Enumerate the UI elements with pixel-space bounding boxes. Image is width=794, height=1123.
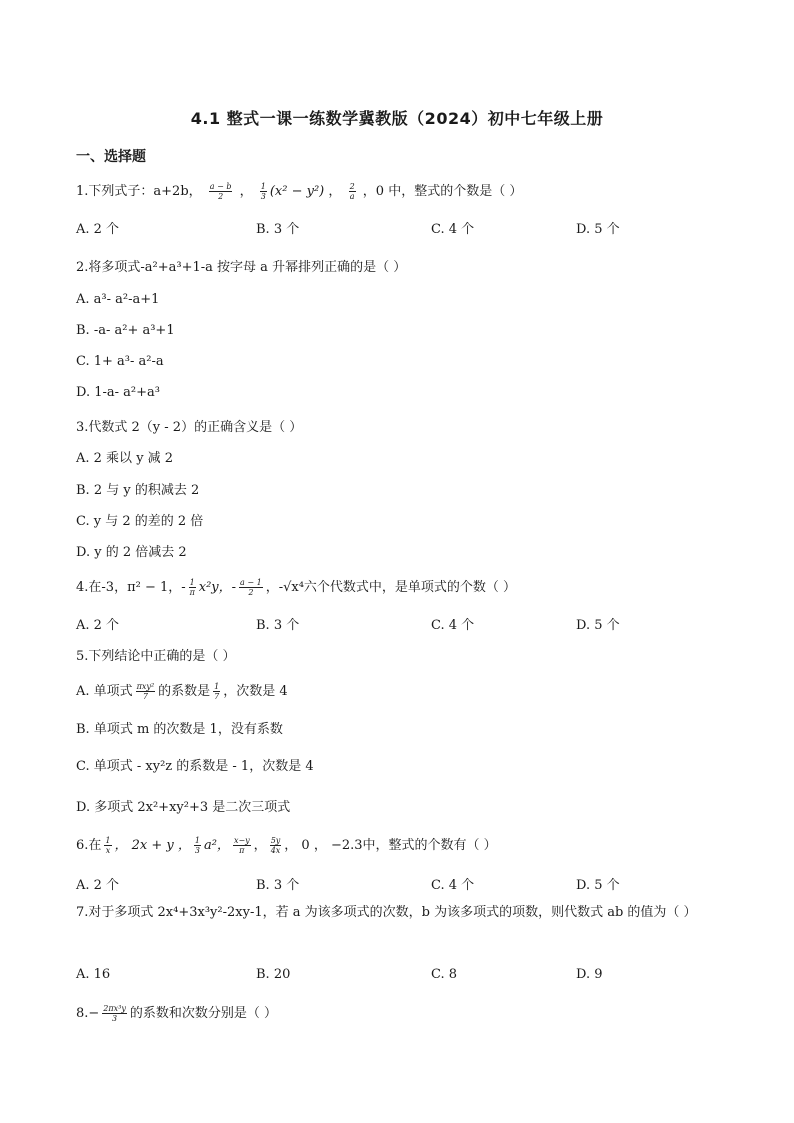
option-b[interactable]: B. 单项式 m 的次数是 1，没有系数 [76,722,283,737]
fraction: $\frac{a - b}{2}$ [209,182,232,201]
option-b[interactable]: B. 3 个 [256,222,300,237]
question-5-stem: 5.下列结论中正确的是（ ） [76,649,236,664]
question-4-options [76,614,726,632]
fraction: $\frac{a - 1}{2}$ [240,578,262,597]
option-c[interactable]: C. 1+ a³- a²-a [76,354,164,369]
option-d[interactable]: D. 5 个 [576,878,620,893]
fraction: $\frac{\text{2πx³y}}{3}$ [103,1004,126,1023]
option-d[interactable]: D. 多项式 2x²+xy²+3 是二次三项式 [76,800,291,815]
option-b[interactable]: B. 20 [256,967,291,982]
option-d[interactable]: D. 1-a- a²+a³ [76,385,160,400]
option-b[interactable]: B. -a- a²+ a³+1 [76,323,175,338]
document-title: 4.1 整式一课一练数学冀教版（2024）初中七年级上册 [190,109,604,128]
option-b[interactable]: B. 3 个 [256,878,300,893]
option-d[interactable]: D. 5 个 [576,222,620,237]
option-a[interactable]: A. 2 个 [76,878,120,893]
question-6-stem: 6.在 $\frac{1}{x}$ ， 2x + y ， $\frac{1}{3}$ a²， $\frac{x-y}{\pi}$ ， $\frac{5y}{4x}$ ， 0 ， −2.3中，整式的个数有（ ） [76,836,497,855]
question-2-stem: 2.将多项式-a²+a³+1-a 按字母 a 升幂排列正确的是（ ） [76,260,407,275]
option-a[interactable]: A. 2 乘以 y 减 2 [76,451,174,466]
option-c[interactable]: C. 单项式 - xy²z 的系数是 - 1，次数是 4 [76,759,314,774]
option-d[interactable]: D. y 的 2 倍减去 2 [76,545,187,560]
fraction: $\frac{5y}{4x}$ [270,836,281,855]
question-1-stem: 1.下列式子：a+2b， $\frac{a - b}{2}$ ， $\frac{1}{3}$ (x² − y²) ， $\frac{2}{a}$ ，0 中，整式的个数是（ ） [76,182,523,201]
option-a[interactable]: A. 单项式 $\frac{\text{πxy²}}{7}$ 的系数是 $\frac{1}{7}$ ，次数是 4 [76,682,288,701]
option-b[interactable]: B. 3 个 [256,618,300,633]
question-1-options [76,218,726,236]
question-3-stem: 3.代数式 2（y - 2）的正确含义是（ ） [76,420,303,435]
option-c[interactable]: C. y 与 2 的差的 2 倍 [76,514,204,529]
option-d[interactable]: D. 5 个 [576,618,620,633]
option-c[interactable]: C. 4 个 [431,618,475,633]
question-7-stem: 7.对于多项式 2x⁴+3x³y²-2xy-1，若 a 为该多项式的次数，b 为该多项式的项数，则代数式 ab 的值为（ ） [76,905,697,920]
question-4-stem: 4.在-3，π² − 1，- $\frac{1}{\pi}$ x²y，- $\frac{a - 1}{2}$ ，-√x⁴六个代数式中，是单项式的个数（ ） [76,578,517,597]
option-b[interactable]: B. 2 与 y 的积减去 2 [76,483,200,498]
option-c[interactable]: C. 4 个 [431,878,475,893]
fraction: $\frac{1}{3}$ [194,836,200,855]
option-d[interactable]: D. 9 [576,967,603,982]
fraction: $\frac{2}{a}$ [349,182,355,201]
fraction: $\frac{1}{x}$ [105,836,111,855]
option-c[interactable]: C. 8 [431,967,458,982]
fraction: $\frac{x-y}{\pi}$ [233,836,250,855]
option-a[interactable]: A. a³- a²-a+1 [76,292,160,307]
option-c[interactable]: C. 4 个 [431,222,475,237]
fraction: $\frac{1}{7}$ [214,682,220,701]
fraction: $\frac{1}{\pi}$ [189,578,195,597]
fraction: $\frac{\text{πxy²}}{7}$ [136,682,155,701]
fraction: $\frac{1}{3}$ [260,182,266,201]
option-a[interactable]: A. 2 个 [76,618,120,633]
question-6-options [76,874,726,892]
section-heading: 一、选择题 [76,149,146,165]
question-8-stem: 8.− $\frac{\text{2πx³y}}{3}$ 的系数和次数分别是（ ） [76,1004,278,1023]
option-a[interactable]: A. 2 个 [76,222,120,237]
question-7-options [76,967,726,985]
option-a[interactable]: A. 16 [76,967,111,982]
